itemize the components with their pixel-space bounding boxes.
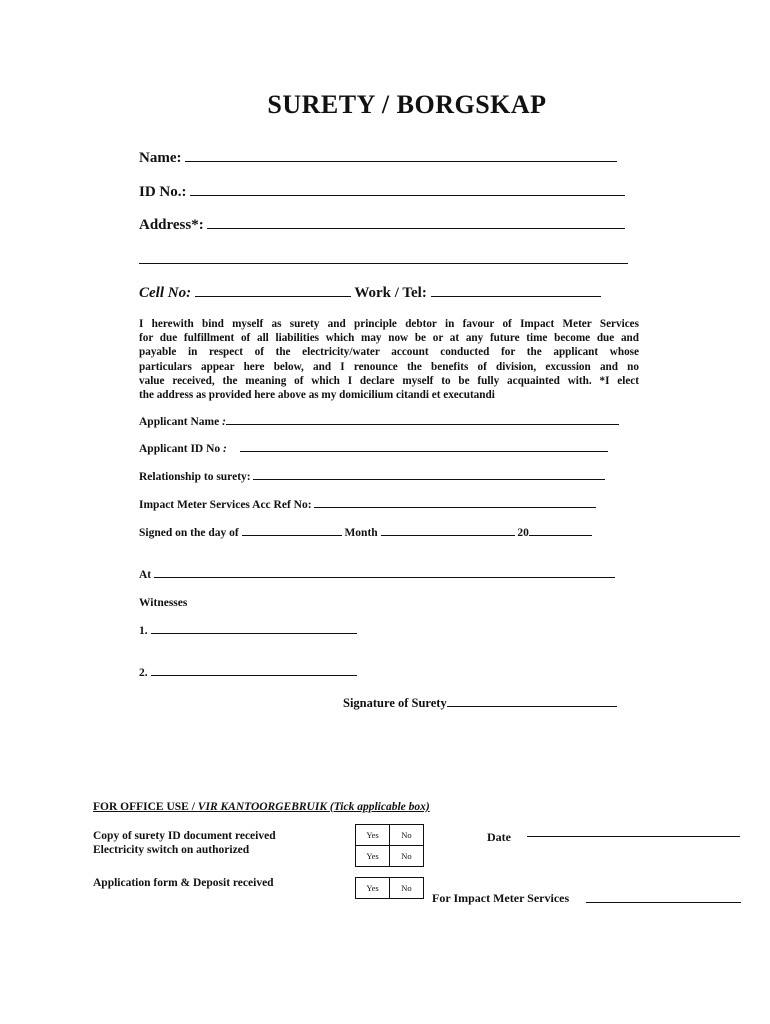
tick-table-1 [355,824,424,867]
declaration-line: particulars appear here below, and I renounce the benefits of division, excussion and no [139,360,639,373]
cell-label: Cell No: [139,285,192,301]
applicant-id-field [139,443,608,455]
signed-label: Signed on the day of [139,527,239,539]
page-title: SURETY / BORGSKAP [267,90,547,119]
acc-ref-field [139,499,596,511]
declaration-line: the address as provided here above as my domicilium citandi et executandi [139,389,495,402]
address-label: Address*: [139,217,204,233]
declaration-line: payable in respect of the electricity/water account conducted for the applicant whose [139,346,639,359]
name-field [139,150,617,167]
applicant-name-label: Applicant Name [139,416,220,428]
signed-field [139,527,592,539]
cell-line[interactable] [195,295,351,297]
work-line[interactable] [431,295,601,297]
no-box[interactable]: No [390,878,424,899]
yes-box[interactable]: Yes [356,878,390,899]
tick-table-2 [355,877,424,899]
id-label: ID No.: [139,184,187,200]
office-heading-prefix: FOR OFFICE USE / [93,801,198,813]
day-line[interactable] [242,534,342,536]
applicant-id-colon: : [223,443,227,455]
applicant-id-label: Applicant ID No [139,443,221,455]
yes-box[interactable]: Yes [356,825,390,846]
declaration-line: for due fulfillment of all liabilities which may now be or at any future time become due and [139,332,639,345]
relationship-field [139,471,605,483]
at-field [139,569,615,581]
yes-box[interactable]: Yes [356,846,390,867]
date-line[interactable] [527,836,740,837]
address-line-1[interactable] [207,227,625,229]
month-line[interactable] [381,534,515,536]
witness-1-field [139,625,357,637]
witness-2-field [139,667,357,679]
surety-declaration [139,317,639,402]
witness-1-label: 1. [139,625,148,637]
id-field [139,184,625,201]
witness-2-line[interactable] [151,674,357,676]
signature-line[interactable] [447,705,617,707]
office-item-switch-on: Electricity switch on authorized [93,844,250,856]
month-label: Month [344,527,378,539]
for-impact-label: For Impact Meter Services [432,891,570,905]
office-use-heading [93,801,430,813]
witness-1-line[interactable] [151,632,357,634]
name-label: Name: [139,150,182,166]
year-line[interactable] [529,534,592,536]
witnesses-label: Witnesses [139,597,188,609]
applicant-name-colon: : [222,416,226,428]
phone-field [139,285,601,302]
acc-ref-label: Impact Meter Services Acc Ref No: [139,499,312,511]
address-field [139,217,625,234]
witness-2-label: 2. [139,667,148,679]
address-line-2[interactable] [139,263,628,264]
declaration-line: value received, the meaning of which I declare myself to be fully acquainted with. *I elect [139,374,639,387]
at-line[interactable] [154,576,615,578]
for-impact-field [432,891,569,906]
applicant-name-field [139,416,619,428]
date-field [487,830,511,845]
applicant-name-line[interactable] [226,423,619,425]
applicant-id-line[interactable] [240,450,608,452]
relationship-label: Relationship to surety: [139,471,251,483]
at-label: At [139,569,152,581]
no-box[interactable]: No [390,846,424,867]
office-heading-italic: VIR KANTOORGEBRUIK (Tick applicable box) [197,801,430,813]
year-label: 20 [517,527,529,539]
for-impact-line[interactable] [586,902,741,903]
acc-ref-line[interactable] [314,506,596,508]
office-item-id-copy: Copy of surety ID document received [93,830,276,842]
no-box[interactable]: No [390,825,424,846]
work-label: Work / Tel: [354,285,427,301]
date-label: Date [487,830,511,844]
id-line[interactable] [190,194,625,196]
signature-field [343,696,617,711]
signature-label: Signature of Surety [343,696,447,710]
name-line[interactable] [185,160,617,162]
declaration-line: I herewith bind myself as surety and principle debtor in favour of Impact Meter Services [139,318,639,330]
office-item-deposit: Application form & Deposit received [93,877,274,889]
relationship-line[interactable] [253,478,605,480]
